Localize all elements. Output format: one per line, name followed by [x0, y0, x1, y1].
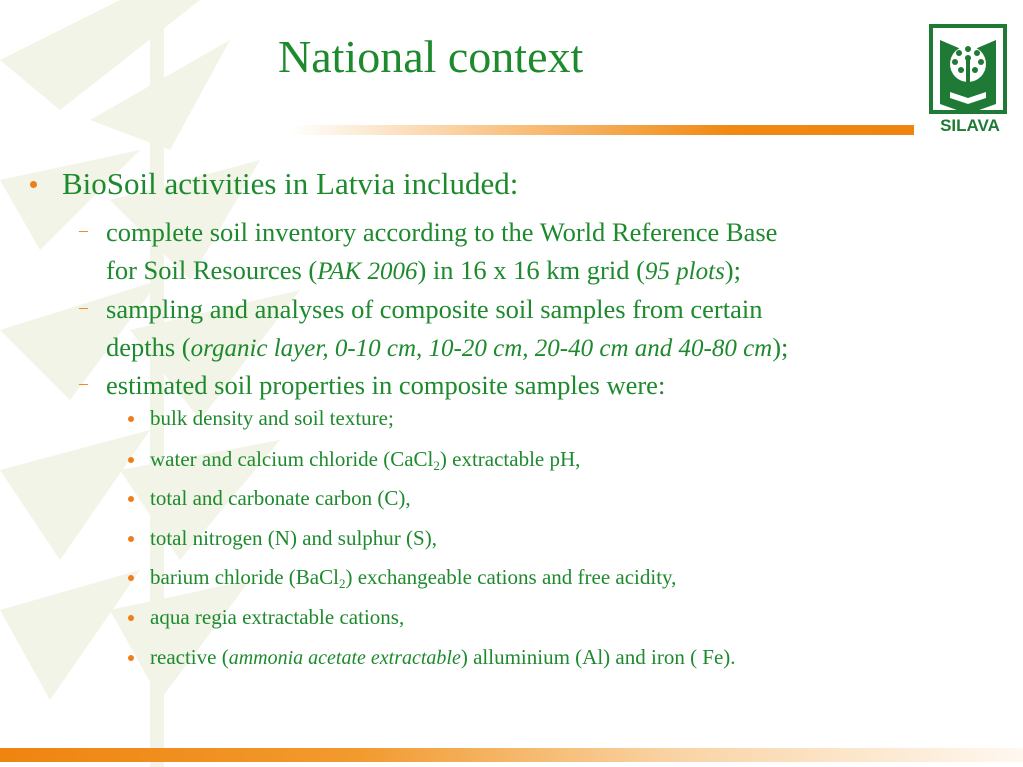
bullet-dot [128, 615, 134, 621]
sub-item-text: sampling and analyses of composite soil samples from certain depths (organic layer, 0-10 cm, 10-20 cm, 20-40 cm and 40-80 cm); [106, 294, 789, 362]
bullet-dot [128, 416, 134, 422]
bullet-dot [128, 457, 134, 463]
bullet-dot [128, 575, 134, 581]
sub-item-text: estimated soil properties in composite samples were: [106, 370, 666, 400]
page-title: National context [278, 31, 584, 82]
bullet-dot [128, 496, 134, 502]
dash-bullet: – [79, 297, 88, 317]
bullet-dot [128, 536, 134, 542]
dash-bullet: – [79, 220, 88, 240]
title-underline [290, 125, 914, 135]
slide: National context SILAVA BioSoil activities in Latvia included: – complete soil inventory according to the World Reference Base for Soil Resources (PAK 2006) in 16 x 16 km grid (95 plots); – sampling and analyses of composite soil samples from certain depths (organic layer, 0-10 cm, 10-20 cm, 20-40 cm and 40-80 cm); – estimated soil properties in composite samples were: bulk density and soil texture; water and calcium chloride (CaCl$_2$) extractable pH, total and carbonate carbon (C), total nitrogen (N) and sulphur (S), barium chloride (BaCl$_2$) exchangeable cations and free acidity, aqua regia extractable cations, reactive (ammonia acetate extractable) alluminium (Al) and iron ( Fe). [0, 0, 1023, 767]
bullet-text: BioSoil activities in Latvia included: [62, 166, 519, 201]
logo-text: SILAVA [940, 116, 1000, 135]
bullet-dot [128, 655, 134, 661]
sub-item-text: complete soil inventory according to the World Reference Base for Soil Resources (PAK 2006) in 16 x 16 km grid (95 plots); [106, 217, 778, 285]
dash-bullet: – [79, 373, 88, 393]
bullet-dot [30, 181, 37, 188]
footer-bar [0, 748, 1023, 762]
